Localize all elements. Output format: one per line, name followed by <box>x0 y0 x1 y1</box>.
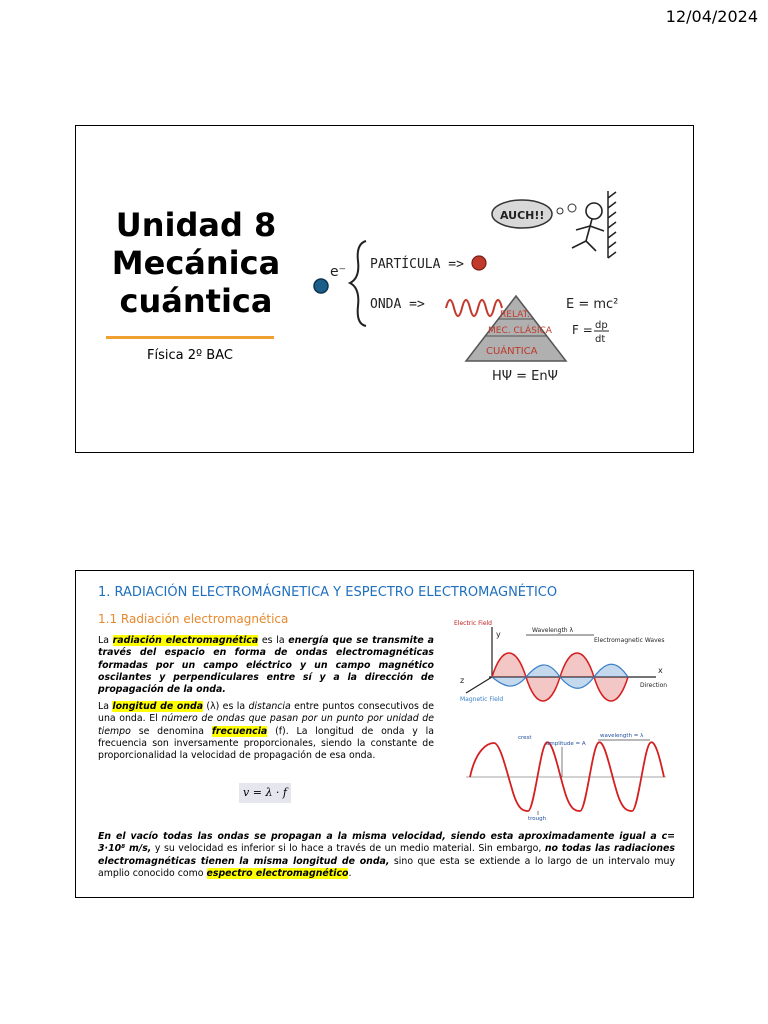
force-equation: F = <box>572 323 593 337</box>
label-electric-field: Electric Field <box>454 620 492 627</box>
title-divider <box>106 336 274 339</box>
wave-squiggle <box>446 300 502 316</box>
speech-text: AUCH!! <box>500 209 545 222</box>
label-magnetic-field: Magnetic Field <box>460 696 504 703</box>
pyramid-mid-label: MEC. CLÁSICA <box>488 326 552 336</box>
p2-text-9: (f). La longitud de onda y la frecuencia son inversamente proporcionales, siendo la constante de proporcionalidad la velocidad de propagación de esa onda. <box>98 725 434 762</box>
transverse-wave-diagram <box>466 729 666 821</box>
pyramid-bottom-label: CUÁNTICA <box>486 346 538 357</box>
force-denominator: dt <box>595 334 606 345</box>
section-heading: 1. RADIACIÓN ELECTROMÁGNETICA Y ESPECTRO ELECTROMAGNÉTICO <box>98 585 558 600</box>
p2-text-1: La <box>98 701 113 712</box>
particle-dot <box>472 256 486 270</box>
label-em-waves: Electromagnetic Waves <box>594 637 665 644</box>
wave-equation-formula: v = λ · f <box>239 783 291 803</box>
label-wavelength: Wavelength λ <box>532 627 574 634</box>
force-numerator: dp <box>595 320 608 331</box>
p3-text-1: En el vacío todas las ondas se propagan a la misma velocidad, siendo esta aproximadamente igual a c= 3·10⁸ m/s, <box>98 831 675 855</box>
slide-radiation <box>75 570 694 898</box>
slide-title-heading <box>96 206 296 320</box>
p2-text-4: distancia <box>248 701 291 712</box>
electron-dot <box>314 279 328 293</box>
term-longitud-onda: longitud de onda <box>112 701 204 712</box>
pyramid-top-label: RELAT. <box>500 310 530 320</box>
particula-label: PARTÍCULA => <box>370 257 464 272</box>
schrodinger-equation: HΨ = EnΨ <box>492 369 558 384</box>
title-line-1: Unidad 8 <box>115 206 277 244</box>
p2-text-3: (λ) es la <box>203 701 249 712</box>
page-date: 12/04/2024 <box>665 7 758 26</box>
slide-subtitle: Física 2º BAC <box>147 348 233 363</box>
label-x-axis: x <box>658 666 663 675</box>
energy-equation: E = mc² <box>566 297 619 312</box>
title-line-3: cuántica <box>119 282 273 320</box>
electromagnetic-wave-diagram <box>444 615 684 715</box>
p3-text-4: sino que esta se extiende a lo largo de un intervalo muy amplio conocido como <box>98 855 675 879</box>
label-trough: trough <box>528 816 547 821</box>
p1-text-4: energía que se transmite a través del espacio en forma de ondas electromagnéticas formadas por un campo eléctrico y un campo magnético oscilantes y perpendiculares entre sí y a la dirección de propagación de la onda. <box>98 635 434 696</box>
p3-text-2: y su velocidad es inferior si lo hace a través de un medio material. Sin embargo, <box>151 843 545 855</box>
label-wave-wavelength: wavelength = λ <box>600 733 644 739</box>
subsection-heading: 1.1 Radiación electromagnética <box>98 612 289 626</box>
quantum-sketch-illustration <box>304 186 639 386</box>
p3-text-3: no todas las radiaciones electromagnéticas tienen la misma longitud de onda, <box>98 843 675 867</box>
term-espectro: espectro electromagnético <box>206 867 349 879</box>
label-direction: Direction <box>640 682 668 689</box>
p1-text-1: La <box>98 635 113 646</box>
term-frecuencia: frecuencia <box>211 725 268 737</box>
slide-title <box>75 125 694 453</box>
curly-brace <box>350 241 366 326</box>
p1-text-3: es la <box>258 635 289 646</box>
label-amplitude: amplitude = A <box>546 741 586 747</box>
label-z-axis: z <box>460 676 465 685</box>
p3-text-6: . <box>348 867 352 879</box>
p2-text-6: número de ondas que pasan por un punto por unidad de tiempo <box>98 713 434 737</box>
paragraph-wavelength <box>98 701 434 762</box>
title-line-2: Mecánica <box>111 244 281 282</box>
p2-text-5: entre puntos consecutivos de una onda. El <box>98 701 434 725</box>
stick-figure <box>572 203 604 251</box>
onda-label: ONDA => <box>370 297 425 312</box>
label-y-axis: y <box>496 630 501 639</box>
p2-text-7: se denomina <box>130 725 212 737</box>
term-radiacion: radiación electromagnética <box>112 635 259 646</box>
paragraph-vacuum-speed <box>98 831 675 880</box>
paragraph-definition <box>98 635 434 696</box>
wall <box>608 191 616 258</box>
label-crest: crest <box>518 735 532 741</box>
electron-label: e⁻ <box>330 264 347 280</box>
